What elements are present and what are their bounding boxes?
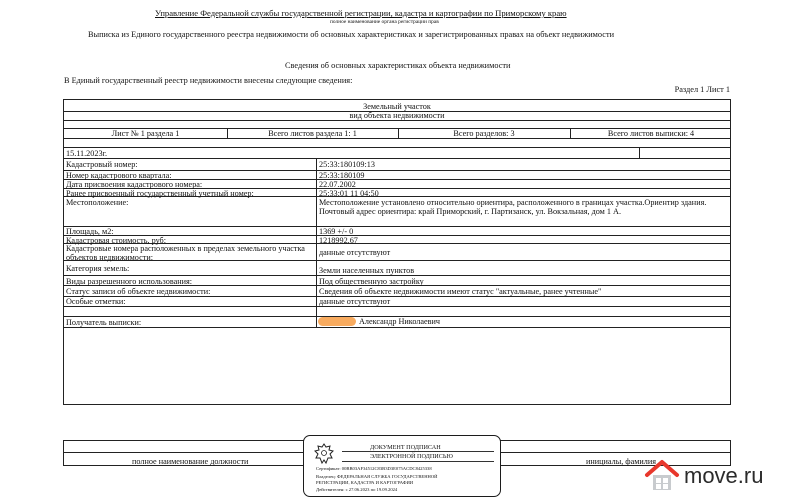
- row-value: 22.07.2002: [319, 180, 356, 189]
- redaction-mark: [318, 317, 356, 326]
- row-label: Кадастровые номера расположенных в пределах земельного участка объектов недвижимости:: [66, 244, 305, 262]
- section-title: Сведения об основных характеристиках объекта недвижимости: [285, 61, 511, 70]
- watermark-text: move.ru: [684, 463, 764, 488]
- agency-caption: полное наименование органа регистрации прав: [330, 19, 439, 25]
- stamp-line-1: ДОКУМЕНТ ПОДПИСАН: [370, 444, 441, 451]
- sheets-in-extract: Всего листов выписки: 4: [607, 129, 695, 138]
- row-label: Номер кадастрового квартала:: [66, 171, 172, 180]
- row-label: Виды разрешенного использования:: [66, 277, 193, 286]
- row-value: 1369 +/- 0: [319, 227, 354, 236]
- row-label: Местоположение:: [66, 198, 129, 207]
- row-value: данные отсутствуют: [319, 248, 391, 257]
- row-value: 25:33:180109:13: [319, 160, 375, 169]
- row-label: Особые отметки:: [66, 297, 126, 306]
- move-ru-watermark: [640, 457, 800, 497]
- agency-name: Управление Федеральной службы государственной регистрации, кадастра и картографии по Приморскому краю: [155, 8, 567, 18]
- row-value: Под общественную застройку: [319, 277, 424, 286]
- coat-of-arms-icon: [312, 442, 336, 466]
- name-caption: инициалы, фамилия: [586, 457, 657, 466]
- row-value-location: Местоположение установлено относительно ориентира, расположенного в границах участка.Ориентир здания. Почтовый адрес ориентира: край Приморский, г. Партизанск, ул. Вокзальная, дом 1 А.: [319, 198, 707, 216]
- stamp-owner-1: Владелец: ФЕДЕРАЛЬНАЯ СЛУЖБА ГОСУДАРСТВЕННОЙ: [316, 474, 438, 479]
- e-signature-stamp: [303, 435, 501, 497]
- row-label: Категория земель:: [66, 264, 130, 273]
- stamp-validity: Действителен: с 27.06.2023 по 19.09.2024: [316, 487, 398, 492]
- stamp-certificate: Сертификат: 00BB03AF34512C83B3D3E075ACDC8425338: [316, 466, 432, 471]
- position-caption: полное наименование должности: [132, 457, 249, 466]
- row-label: Площадь, м2:: [66, 227, 114, 236]
- row-value: Сведения об объекте недвижимости имеют статус "актуальные, ранее учтенные": [319, 287, 602, 296]
- row-value: Земли населенных пунктов: [319, 266, 415, 275]
- intro-text: В Единый государственный реестр недвижимости внесены следующие сведения:: [64, 76, 353, 85]
- sections-count: Всего разделов: 3: [453, 129, 515, 138]
- recipient-name: Александр Николаевич: [359, 317, 441, 326]
- house-logo-icon: [644, 459, 680, 493]
- stamp-owner-2: РЕГИСТРАЦИИ, КАДАСТРА И КАРТОГРАФИИ: [316, 480, 414, 485]
- object-type-caption: вид объекта недвижимости: [349, 111, 445, 120]
- row-value: 1218992.67: [319, 236, 358, 245]
- row-label: Кадастровая стоимость, руб:: [66, 236, 167, 245]
- sheet-number: Лист № 1 раздела 1: [111, 129, 180, 138]
- stamp-line-2: ЭЛЕКТРОННОЙ ПОДПИСЬЮ: [370, 453, 453, 460]
- row-value: 25:33:180109: [319, 171, 365, 180]
- page-reference: Раздел 1 Лист 1: [674, 85, 730, 94]
- row-label: Статус записи об объекте недвижимости:: [66, 287, 211, 296]
- object-type: Земельный участок: [363, 102, 431, 111]
- row-label: Ранее присвоенный государственный учетный номер:: [66, 189, 254, 198]
- row-value: 25:33:01 11 04:50: [319, 189, 379, 198]
- extract-date: 15.11.2023г.: [66, 149, 108, 158]
- document-title: Выписка из Единого государственного реестра недвижимости об основных характеристиках и зарегистрированных правах на объект недвижимости: [88, 30, 615, 39]
- row-value: данные отсутствуют: [319, 297, 391, 306]
- row-label: Получатель выписки:: [66, 318, 142, 327]
- property-table: [63, 99, 731, 405]
- row-label: Кадастровый номер:: [66, 160, 138, 169]
- row-label: Дата присвоения кадастрового номера:: [66, 180, 203, 189]
- sheets-in-section: Всего листов раздела 1: 1: [268, 129, 357, 138]
